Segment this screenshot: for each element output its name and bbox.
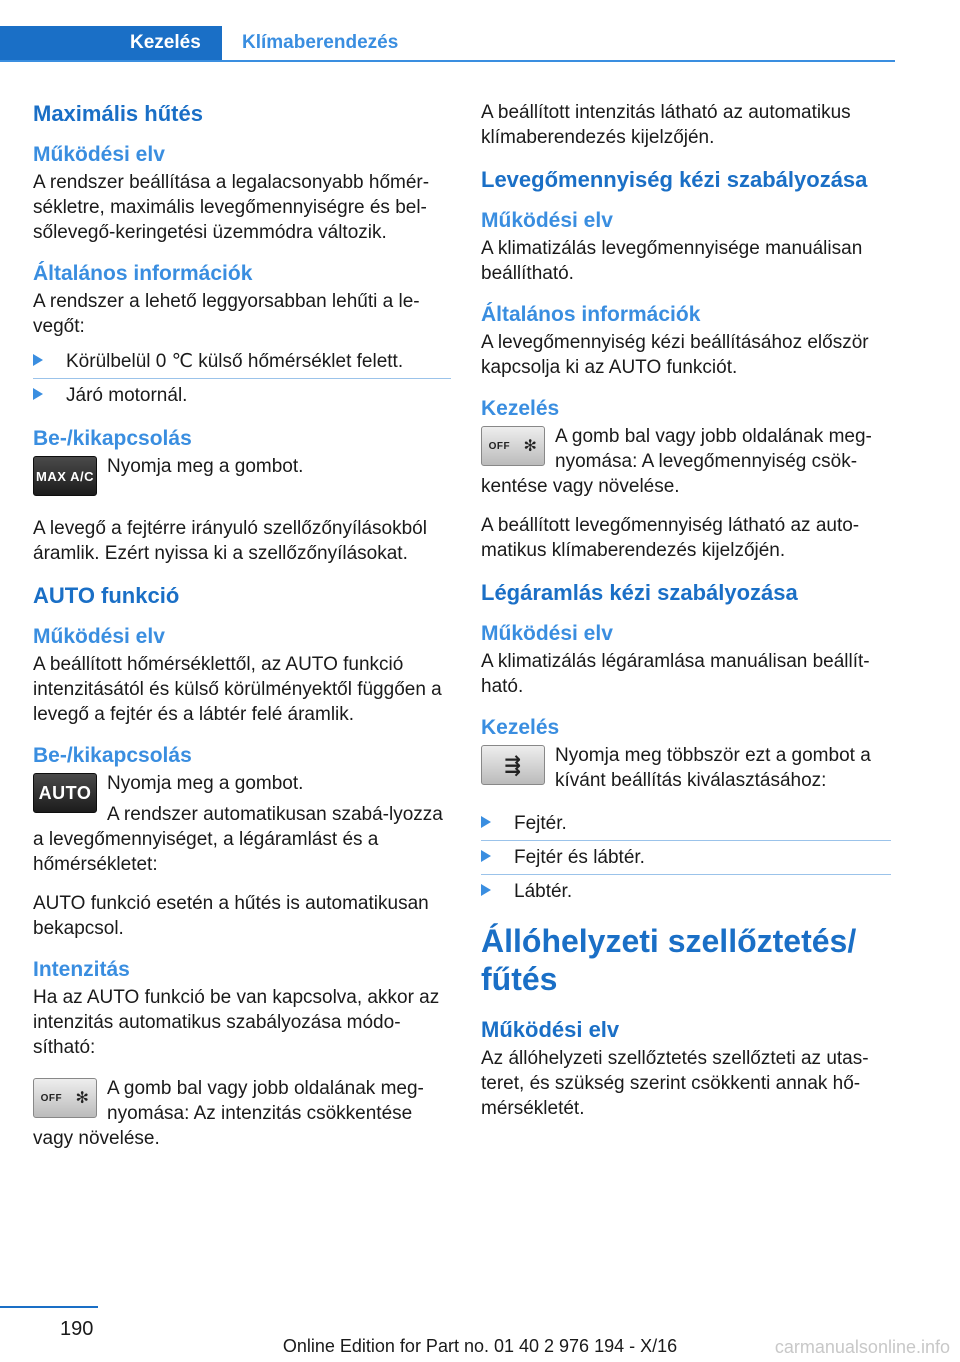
list-item: Körülbelül 0 ℃ külső hőmérséklet felett. [33, 345, 451, 379]
air-volume-principle-text: A klimatizálás levegőmennyisége manuálisan beállítható. [481, 238, 863, 284]
air-volume-general-text: A levegőmennyiség kézi beállításához először kapcsolja ki az AUTO funkciót. [481, 332, 869, 378]
list-item: Fejtér. [481, 807, 891, 841]
intensity-heading: Intenzitás [33, 958, 130, 981]
header-divider [0, 60, 895, 62]
max-cooling-onoff-text: Nyomja meg a gombot. [107, 456, 304, 477]
max-cooling-general-text: A rendszer a lehető leggyorsabban lehűti a le‐vegőt: [33, 291, 420, 337]
auto-onoff-text-2: A rendszer automatikusan szabá‐lyozza a levegőmennyiséget, a légáramlást és a hőmérsékletet: [33, 804, 443, 875]
list-item: Lábtér. [481, 875, 891, 908]
max-cooling-principle-heading: Működési elv [33, 143, 165, 166]
air-volume-operation-text: A gomb bal vagy jobb oldalának meg‐nyomása: A levegőmennyiség csök‐kentése vagy növelése. [481, 426, 872, 497]
triangle-bullet-icon [481, 884, 491, 896]
watermark: carmanualsonline.info [774, 1337, 950, 1357]
intensity-display-text: A beállított intenzitás látható az automatikus klímaberendezés kijelzőjén. [481, 102, 851, 148]
auto-cooling-text: AUTO funkció esetén a hűtés is automatikusan bekapcsol. [33, 893, 429, 939]
section-tab: Klímaberendezés [242, 32, 399, 53]
air-distribution-heading: Légáramlás kézi szabályozása [481, 580, 798, 605]
auto-onoff-heading: Be-/kikapcsolás [33, 744, 192, 767]
fan-rocker-button-image [33, 1078, 97, 1118]
auto-heading: AUTO funkció [33, 583, 180, 608]
seat-airflow-icon: ⇶ [504, 754, 522, 777]
fan-off-label: OFF [40, 1092, 63, 1104]
fan-icon: ✻ [523, 438, 538, 455]
max-cooling-airflow-text: A levegő a fejtérre irányuló szellőzőnyílásokból áramlik. Ezért nyissa ki a szellőzőnyílásokat. [33, 518, 427, 564]
auto-principle-heading: Működési elv [33, 625, 165, 648]
air-distribution-options-list [481, 807, 891, 908]
intensity-button-text: A gomb bal vagy jobb oldalának meg‐nyomása: Az intenzitás csökkentése vagy növelése. [33, 1078, 424, 1149]
max-cooling-onoff-heading: Be-/kikapcsolás [33, 427, 192, 450]
air-distribution-button-image [481, 745, 545, 785]
air-distribution-operation-text: Nyomja meg többször ezt a gombot a kívánt beállítás kiválasztásához: [555, 745, 871, 791]
max-cooling-general-heading: Általános információk [33, 262, 253, 285]
auto-button-image: AUTO [33, 773, 97, 813]
air-distribution-operation-heading: Kezelés [481, 716, 560, 739]
air-volume-general-heading: Általános információk [481, 303, 701, 326]
edition-footer: Online Edition for Part no. 01 40 2 976 194 - X/16 [282, 1336, 678, 1356]
max-cooling-conditions-list [33, 345, 451, 412]
triangle-bullet-icon [481, 816, 491, 828]
parking-principle-heading: Működési elv [481, 1017, 620, 1042]
fan-icon: ✻ [75, 1090, 90, 1107]
chapter-tab: Kezelés [0, 26, 222, 62]
right-column [481, 100, 891, 1137]
max-cooling-principle-text: A rendszer beállítása a legalacsonyabb hőmér‐sékletre, maximális levegőmennyiségre és bel‐sőlevegő-keringetési üzemmódra változik. [33, 172, 430, 243]
triangle-bullet-icon [33, 388, 43, 400]
intensity-button-row [33, 1076, 451, 1151]
list-item: Járó motornál. [33, 379, 451, 412]
left-column [33, 100, 451, 1165]
air-distribution-button-row [481, 743, 891, 793]
max-ac-button-image: MAX A/C [33, 456, 97, 496]
triangle-bullet-icon [33, 354, 43, 366]
page-number: 190 [60, 1318, 94, 1340]
page-header [0, 0, 895, 62]
fan-off-label: OFF [488, 440, 511, 452]
max-ac-button-row [33, 454, 451, 502]
parking-ventilation-heading: Állóhelyzeti szellőztetés/ fűtés [481, 923, 857, 997]
air-distribution-principle-heading: Működési elv [481, 622, 613, 645]
air-volume-operation-heading: Kezelés [481, 397, 560, 420]
intensity-text: Ha az AUTO funkció be van kapcsolva, akkor az intenzitás automatikus szabályozása módo‐sítható: [33, 987, 440, 1058]
air-volume-display-text: A beállított levegőmennyiség látható az auto‐matikus klímaberendezés kijelzőjén. [481, 515, 860, 561]
auto-principle-text: A beállított hőmérséklettől, az AUTO funkció intenzitásától és külső körülményektől függően a levegő a fejtér és a lábtér felé áramlik. [33, 654, 442, 725]
footer-divider [0, 1306, 98, 1308]
auto-onoff-text: Nyomja meg a gombot. [107, 773, 304, 794]
parking-principle-text: Az állóhelyzeti szellőztetés szellőzteti az utas‐teret, és szükség szerint csökkenti annak hő‐mérsékletét. [481, 1048, 869, 1119]
air-volume-principle-heading: Működési elv [481, 209, 613, 232]
list-item: Fejtér és lábtér. [481, 841, 891, 875]
air-volume-heading: Levegőmennyiség kézi szabályozása [481, 167, 868, 192]
max-cooling-heading: Maximális hűtés [33, 101, 203, 126]
fan-rocker-button-image [481, 426, 545, 466]
air-distribution-principle-text: A klimatizálás légáramlása manuálisan beállít‐ható. [481, 651, 870, 697]
air-volume-button-row [481, 424, 891, 499]
auto-button-row [33, 771, 451, 877]
triangle-bullet-icon [481, 850, 491, 862]
